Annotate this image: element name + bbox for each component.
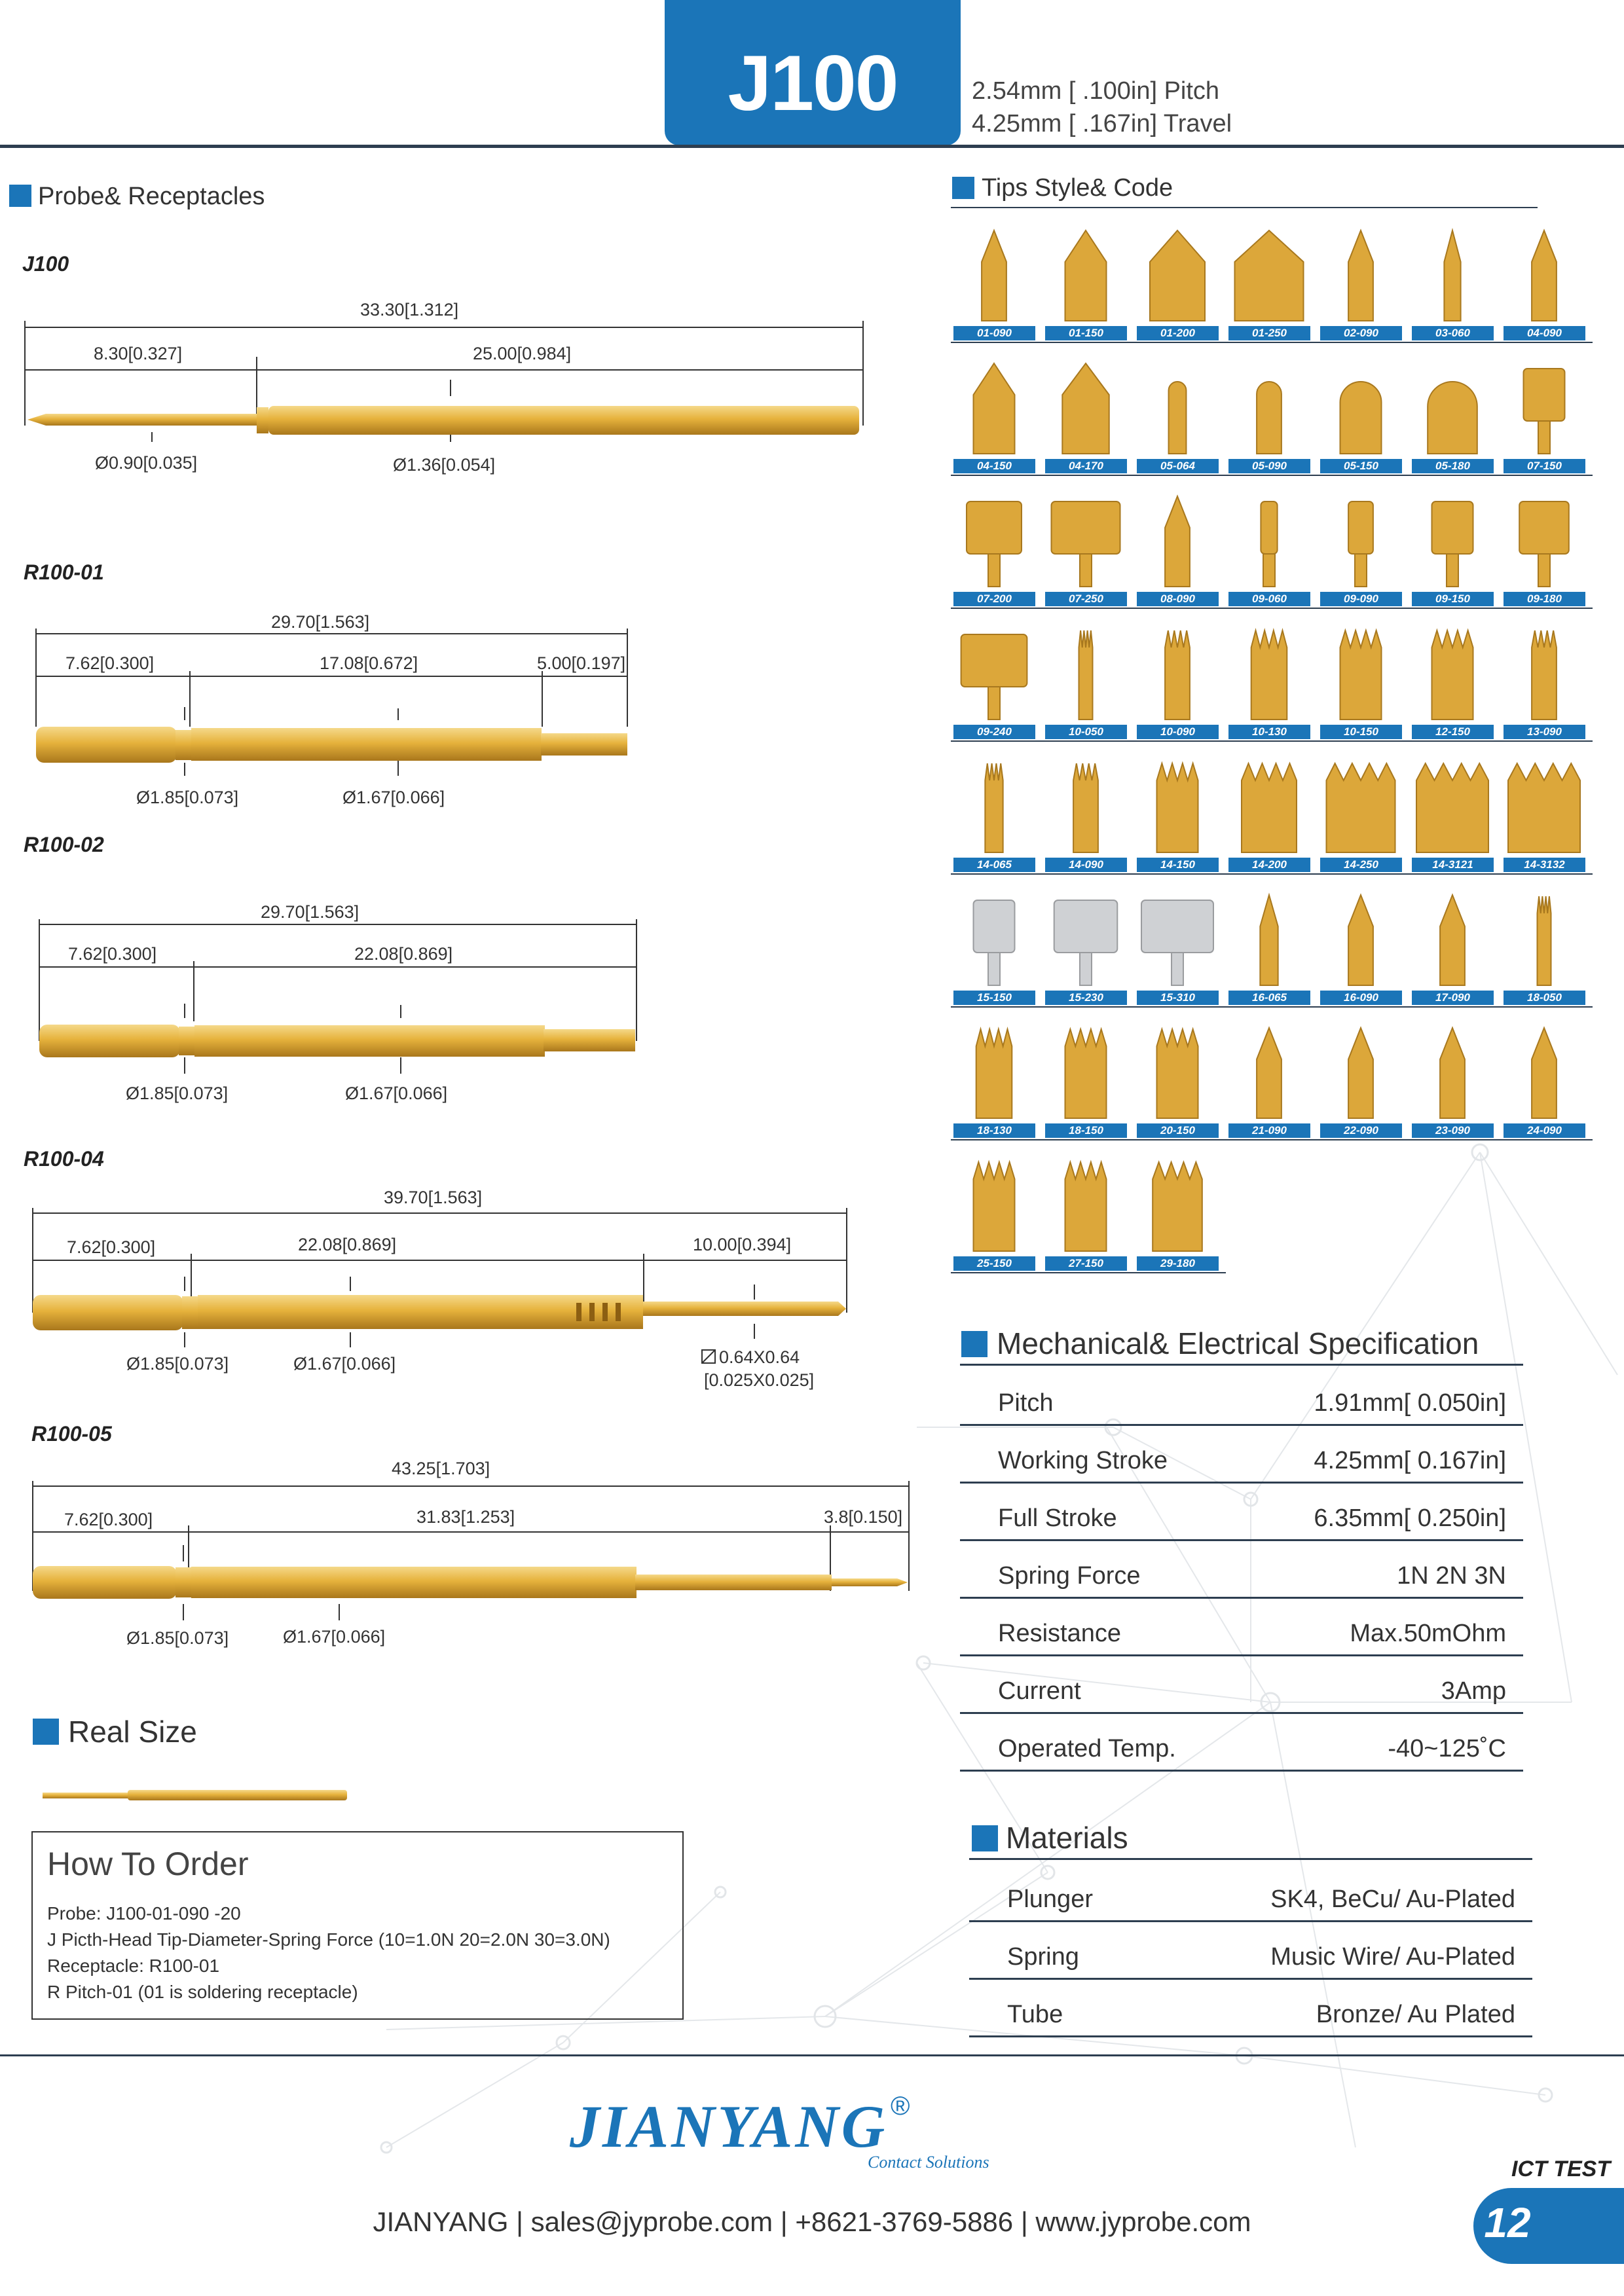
- tip-code-label: 16-090: [1320, 991, 1402, 1005]
- how-to-order-title: How To Order: [47, 1846, 249, 1882]
- tip-code-label: 15-150: [953, 991, 1035, 1005]
- tip-row-rule: [951, 873, 1593, 875]
- dim-square-size: 0.64X0.64: [719, 1347, 800, 1367]
- order-line: Receptacle: R100-01: [47, 1956, 220, 1976]
- dim-a: 7.62[0.300]: [68, 944, 157, 964]
- tip-image: [1045, 1153, 1127, 1256]
- tip-image: [1320, 754, 1402, 858]
- footer-rule: [0, 2054, 1624, 2056]
- dim-diameter-tip: Ø0.90[0.035]: [95, 453, 198, 473]
- tip-row-rule: [951, 1006, 1593, 1008]
- tip-image: [953, 621, 1035, 725]
- tip-03-060: [1412, 223, 1494, 340]
- tip-code-label: 01-090: [953, 326, 1035, 340]
- tip-image: [1137, 355, 1219, 459]
- tip-05-064: [1137, 355, 1219, 473]
- section-marker: [952, 177, 974, 199]
- tip-code-label: 15-310: [1137, 991, 1219, 1005]
- tip-image: [1320, 488, 1402, 592]
- tip-14-090: [1045, 754, 1127, 872]
- tip-image: [1412, 355, 1494, 459]
- tip-10-130: [1228, 621, 1310, 739]
- dim-overall: 29.70[1.563]: [271, 612, 370, 632]
- tip-image: [1320, 621, 1402, 725]
- tip-29-180: [1137, 1153, 1219, 1271]
- tip-image: [1412, 223, 1494, 326]
- tip-10-150: [1320, 621, 1402, 739]
- tip-image: [1412, 887, 1494, 991]
- tip-02-090: [1320, 223, 1402, 340]
- tip-code-label: 21-090: [1228, 1123, 1310, 1138]
- tip-01-150: [1045, 223, 1127, 340]
- tip-image: [1228, 754, 1310, 858]
- tip-image: [1320, 355, 1402, 459]
- category-label: ICT TEST: [1511, 2157, 1611, 2181]
- tip-code-label: 07-250: [1045, 592, 1127, 606]
- tip-row-rule: [951, 608, 1593, 609]
- tip-18-150: [1045, 1020, 1127, 1138]
- tip-image: [1228, 488, 1310, 592]
- tip-code-label: 03-060: [1412, 326, 1494, 340]
- spec-row-working-stroke: Working Stroke 4.25mm[ 0.167in]: [960, 1432, 1523, 1489]
- tip-image: [1137, 223, 1219, 326]
- tip-code-label: 12-150: [1412, 725, 1494, 739]
- tip-07-150: [1504, 355, 1585, 473]
- tip-code-label: 14-3132: [1504, 858, 1585, 872]
- tip-code-label: 15-230: [1045, 991, 1127, 1005]
- section-marker: [961, 1331, 987, 1357]
- probe-drawings: [0, 0, 930, 1833]
- tip-01-090: [953, 223, 1035, 340]
- tip-code-label: 04-090: [1504, 326, 1585, 340]
- tip-08-090: [1137, 488, 1219, 606]
- dim-diameter-1: Ø1.85[0.073]: [126, 1354, 229, 1374]
- tip-13-090: [1504, 621, 1585, 739]
- tip-image: [953, 754, 1035, 858]
- travel-spec: 4.25mm [ .167in] Travel: [972, 110, 1232, 137]
- tip-14-150: [1137, 754, 1219, 872]
- dim-diameter-2: Ø1.67[0.066]: [342, 788, 445, 807]
- tip-code-label: 01-250: [1228, 326, 1310, 340]
- tip-27-150: [1045, 1153, 1127, 1271]
- tip-image: [1228, 223, 1310, 326]
- dim-diameter-1: Ø1.85[0.073]: [126, 1084, 229, 1103]
- tip-25-150: [953, 1153, 1035, 1271]
- tip-image: [1137, 1153, 1219, 1256]
- tip-code-label: 14-200: [1228, 858, 1310, 872]
- tip-code-label: 14-250: [1320, 858, 1402, 872]
- section-marker: [972, 1825, 998, 1851]
- tip-code-label: 25-150: [953, 1256, 1035, 1271]
- tip-10-090: [1137, 621, 1219, 739]
- tip-row-rule: [951, 1272, 1226, 1273]
- tip-14-250: [1320, 754, 1402, 872]
- probe-label-r100-05: R100-05: [31, 1422, 112, 1446]
- spec-row-resistance: Resistance Max.50mOhm: [960, 1605, 1523, 1662]
- tip-01-200: [1137, 223, 1219, 340]
- tip-image: [953, 887, 1035, 991]
- tip-01-250: [1228, 223, 1310, 340]
- spec-row-pitch: Pitch 1.91mm[ 0.050in]: [960, 1375, 1523, 1431]
- tip-code-label: 09-180: [1504, 592, 1585, 606]
- tip-05-150: [1320, 355, 1402, 473]
- tip-image: [953, 1153, 1035, 1256]
- order-line: R Pitch-01 (01 is soldering receptacle): [47, 1982, 358, 2002]
- spec-row-operated-temp: Operated Temp. -40~125˚C: [960, 1721, 1523, 1777]
- tip-18-050: [1504, 887, 1585, 1005]
- tip-row-rule: [951, 475, 1593, 476]
- tip-code-label: 29-180: [1137, 1256, 1219, 1271]
- tip-09-180: [1504, 488, 1585, 606]
- dim-b: 22.08[0.869]: [298, 1235, 397, 1254]
- tip-code-label: 10-150: [1320, 725, 1402, 739]
- tip-image: [1412, 621, 1494, 725]
- tip-04-170: [1045, 355, 1127, 473]
- tip-23-090: [1412, 1020, 1494, 1138]
- tips-title-rule: [951, 207, 1538, 208]
- probe-label-j100: J100: [22, 252, 69, 276]
- tip-code-label: 23-090: [1412, 1123, 1494, 1138]
- tip-image: [953, 1020, 1035, 1123]
- tip-12-150: [1412, 621, 1494, 739]
- order-line: Probe: J100-01-090 -20: [47, 1903, 241, 1923]
- tip-image: [1045, 355, 1127, 459]
- spec-row-full-stroke: Full Stroke 6.35mm[ 0.250in]: [960, 1490, 1523, 1546]
- dim-c: 10.00[0.394]: [693, 1235, 792, 1254]
- tip-15-150: [953, 887, 1035, 1005]
- tip-image: [1228, 355, 1310, 459]
- tip-image: [1045, 887, 1127, 991]
- tip-code-label: 14-065: [953, 858, 1035, 872]
- tip-14-3121: [1412, 754, 1494, 872]
- tip-image: [1137, 488, 1219, 592]
- tip-09-150: [1412, 488, 1494, 606]
- tip-09-060: [1228, 488, 1310, 606]
- tip-code-label: 18-050: [1504, 991, 1585, 1005]
- tip-image: [1137, 1020, 1219, 1123]
- tip-image: [1045, 754, 1127, 858]
- tip-04-150: [953, 355, 1035, 473]
- tip-code-label: 10-050: [1045, 725, 1127, 739]
- tip-image: [1504, 223, 1585, 326]
- tip-code-label: 08-090: [1137, 592, 1219, 606]
- tip-image: [953, 355, 1035, 459]
- tip-code-label: 20-150: [1137, 1123, 1219, 1138]
- tip-16-090: [1320, 887, 1402, 1005]
- tip-image: [1228, 1020, 1310, 1123]
- tip-code-label: 04-170: [1045, 459, 1127, 473]
- material-row-tube: Tube Bronze/ Au Plated: [969, 1986, 1532, 2043]
- tip-code-label: 16-065: [1228, 991, 1310, 1005]
- page-number: 12: [1484, 2199, 1531, 2246]
- tip-14-065: [953, 754, 1035, 872]
- registered-mark: ®: [891, 2092, 910, 2121]
- jianyang-logo: JIANYANG: [570, 2093, 888, 2160]
- tip-image: [1045, 1020, 1127, 1123]
- spec-row-current: Current 3Amp: [960, 1663, 1523, 1719]
- tip-code-label: 10-090: [1137, 725, 1219, 739]
- tip-code-label: 18-150: [1045, 1123, 1127, 1138]
- tip-code-label: 14-3121: [1412, 858, 1494, 872]
- tip-code-label: 07-200: [953, 592, 1035, 606]
- tip-image: [1504, 887, 1585, 991]
- tip-code-label: 13-090: [1504, 725, 1585, 739]
- tip-row-rule: [951, 740, 1593, 742]
- tip-image: [1137, 754, 1219, 858]
- tip-22-090: [1320, 1020, 1402, 1138]
- contact-info: JIANYANG | sales@jyprobe.com | +8621-3769-5886 | www.jyprobe.com: [373, 2206, 1251, 2237]
- dim-a: 7.62[0.300]: [64, 1510, 153, 1529]
- pitch-spec: 2.54mm [ .100in] Pitch: [972, 77, 1220, 105]
- dim-diameter-1: Ø1.85[0.073]: [136, 788, 239, 807]
- dim-a: 7.62[0.300]: [67, 1237, 156, 1257]
- tip-code-label: 14-150: [1137, 858, 1219, 872]
- tip-05-180: [1412, 355, 1494, 473]
- tip-21-090: [1228, 1020, 1310, 1138]
- tip-code-label: 09-240: [953, 725, 1035, 739]
- dim-b: 17.08[0.672]: [320, 653, 418, 673]
- tip-16-065: [1228, 887, 1310, 1005]
- dim-diameter-1: Ø1.85[0.073]: [126, 1628, 229, 1648]
- real-size-title: Real Size: [68, 1715, 197, 1749]
- tip-code-label: 07-150: [1504, 459, 1585, 473]
- dim-diameter-2: Ø1.67[0.066]: [345, 1084, 448, 1103]
- tip-image: [1228, 621, 1310, 725]
- tip-image: [1504, 754, 1585, 858]
- tip-image: [1504, 488, 1585, 592]
- dim-c: 3.8[0.150]: [824, 1507, 903, 1527]
- tip-image: [1137, 621, 1219, 725]
- logo-tagline: Contact Solutions: [868, 2153, 989, 2172]
- tip-code-label: 04-150: [953, 459, 1035, 473]
- probe-label-r100-02: R100-02: [24, 833, 104, 856]
- tip-image: [1412, 1020, 1494, 1123]
- dim-left: 8.30[0.327]: [94, 344, 183, 363]
- tip-17-090: [1412, 887, 1494, 1005]
- dim-b: 22.08[0.869]: [354, 944, 453, 964]
- probe-label-r100-01: R100-01: [24, 560, 104, 584]
- tip-image: [1320, 1020, 1402, 1123]
- tip-row-rule: [951, 1139, 1593, 1140]
- tip-14-200: [1228, 754, 1310, 872]
- tip-image: [1137, 887, 1219, 991]
- tip-07-200: [953, 488, 1035, 606]
- tips-section-title: Tips Style& Code: [982, 174, 1173, 202]
- dim-right: 25.00[0.984]: [473, 344, 572, 363]
- materials-section-title: Materials: [1006, 1821, 1128, 1855]
- spec-section-title: Mechanical& Electrical Specification: [997, 1326, 1479, 1360]
- tip-code-label: 09-090: [1320, 592, 1402, 606]
- tip-code-label: 14-090: [1045, 858, 1127, 872]
- tip-image: [1412, 754, 1494, 858]
- tip-05-090: [1228, 355, 1310, 473]
- tip-image: [1045, 621, 1127, 725]
- page-title: J100: [728, 39, 898, 127]
- tip-code-label: 27-150: [1045, 1256, 1127, 1271]
- tip-code-label: 05-180: [1412, 459, 1494, 473]
- tip-20-150: [1137, 1020, 1219, 1138]
- tip-code-label: 10-130: [1228, 725, 1310, 739]
- dim-overall: 43.25[1.703]: [392, 1459, 490, 1478]
- dim-diameter-2: Ø1.67[0.066]: [293, 1354, 396, 1374]
- dim-b: 31.83[1.253]: [416, 1507, 515, 1527]
- tip-07-250: [1045, 488, 1127, 606]
- tip-image: [953, 223, 1035, 326]
- tip-04-090: [1504, 223, 1585, 340]
- dim-overall: 39.70[1.563]: [384, 1188, 483, 1207]
- dim-overall: 29.70[1.563]: [261, 902, 360, 922]
- tip-image: [1504, 621, 1585, 725]
- order-line: J Picth-Head Tip-Diameter-Spring Force (10=1.0N 20=2.0N 30=3.0N): [47, 1929, 610, 1950]
- tip-image: [1320, 887, 1402, 991]
- tip-image: [1228, 887, 1310, 991]
- tip-code-label: 09-150: [1412, 592, 1494, 606]
- tip-15-230: [1045, 887, 1127, 1005]
- tip-10-050: [1045, 621, 1127, 739]
- material-row-spring: Spring Music Wire/ Au-Plated: [969, 1929, 1532, 1985]
- spec-row-spring-force: Spring Force 1N 2N 3N: [960, 1548, 1523, 1604]
- tip-image: [953, 488, 1035, 592]
- dim-diameter-2: Ø1.67[0.066]: [283, 1627, 386, 1647]
- tip-image: [1045, 223, 1127, 326]
- materials-title-rule: [969, 1858, 1532, 1860]
- spec-title-rule: [960, 1364, 1523, 1366]
- material-row-plunger: Plunger SK4, BeCu/ Au-Plated: [969, 1871, 1532, 1927]
- tip-image: [1045, 488, 1127, 592]
- section-marker: [33, 1719, 59, 1745]
- probe-label-r100-04: R100-04: [24, 1147, 104, 1171]
- tip-image: [1320, 223, 1402, 326]
- dim-overall: 33.30[1.312]: [360, 300, 459, 319]
- tip-code-label: 18-130: [953, 1123, 1035, 1138]
- tip-code-label: 24-090: [1504, 1123, 1585, 1138]
- tip-code-label: 05-064: [1137, 459, 1219, 473]
- tip-code-label: 02-090: [1320, 326, 1402, 340]
- dim-diameter-body: Ø1.36[0.054]: [393, 455, 496, 475]
- tip-09-090: [1320, 488, 1402, 606]
- tip-code-label: 17-090: [1412, 991, 1494, 1005]
- tip-code-label: 09-060: [1228, 592, 1310, 606]
- dim-c: 5.00[0.197]: [537, 653, 626, 673]
- dim-a: 7.62[0.300]: [65, 653, 155, 673]
- tip-14-3132: [1504, 754, 1585, 872]
- tip-15-310: [1137, 887, 1219, 1005]
- tip-code-label: 01-150: [1045, 326, 1127, 340]
- tip-code-label: 05-090: [1228, 459, 1310, 473]
- probes-section-title: Probe& Receptacles: [38, 183, 265, 210]
- tip-image: [1504, 355, 1585, 459]
- tip-24-090: [1504, 1020, 1585, 1138]
- dim-square-size-inch: [0.025X0.025]: [704, 1370, 815, 1390]
- tip-09-240: [953, 621, 1035, 739]
- tip-code-label: 05-150: [1320, 459, 1402, 473]
- tip-18-130: [953, 1020, 1035, 1138]
- tip-image: [1412, 488, 1494, 592]
- tip-image: [1504, 1020, 1585, 1123]
- tip-code-label: 01-200: [1137, 326, 1219, 340]
- tip-row-rule: [951, 342, 1593, 343]
- tip-code-label: 22-090: [1320, 1123, 1402, 1138]
